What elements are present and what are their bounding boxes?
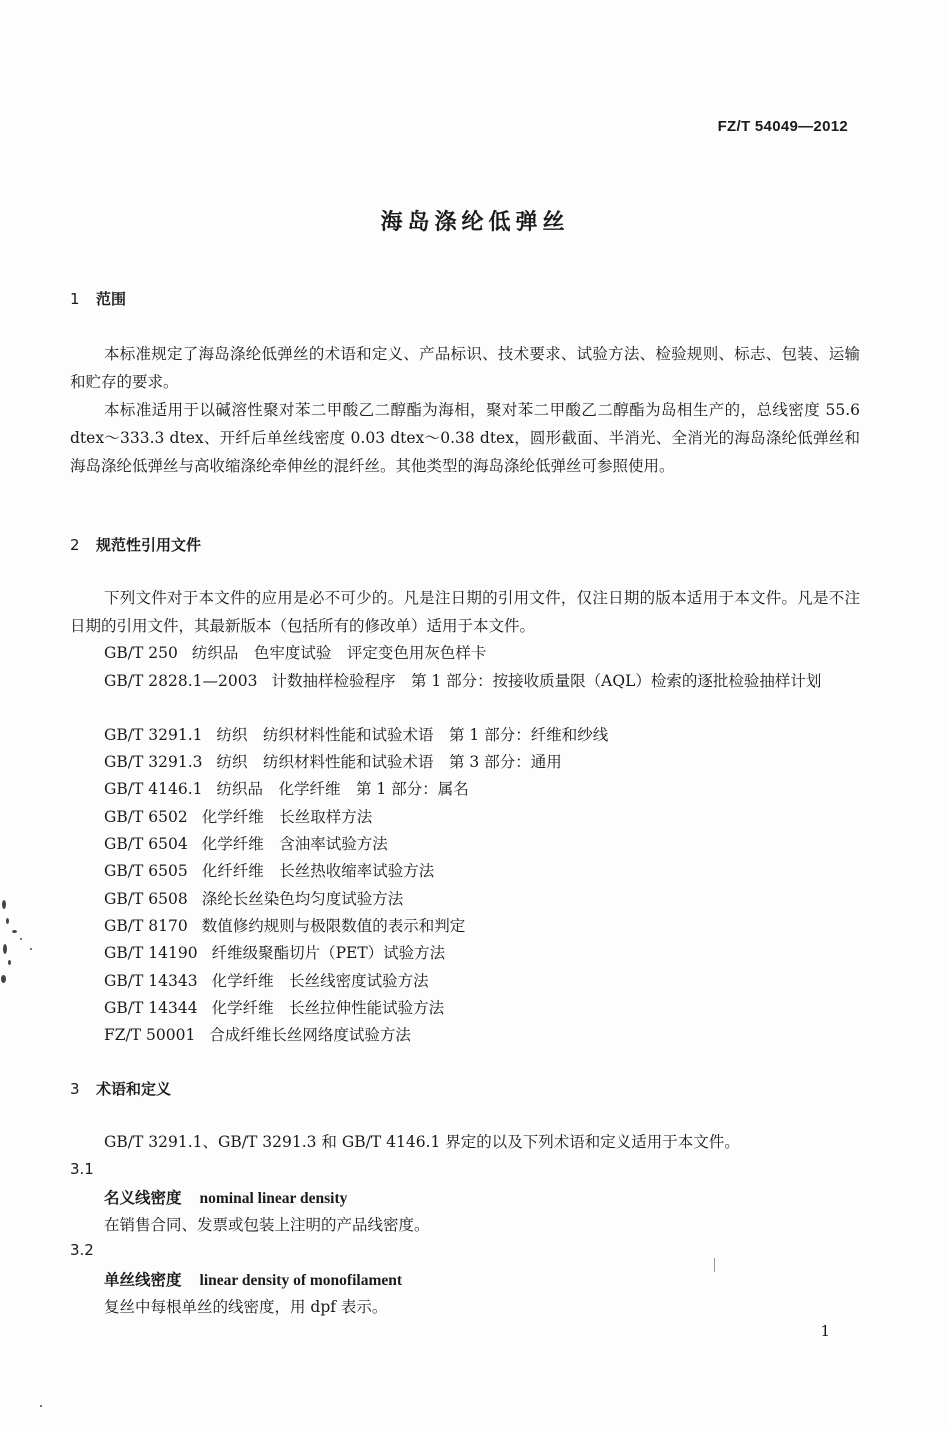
reference-title: 化学纤维 长丝线密度试验方法 <box>211 972 429 990</box>
section-number: 1 <box>70 290 80 308</box>
terms-intro: GB/T 3291.1、GB/T 3291.3 和 GB/T 4146.1 界定的以及下列术语和定义适用于本文件。 <box>104 1133 740 1151</box>
term-english: nominal linear density <box>199 1190 348 1207</box>
section-title: 规范性引用文件 <box>96 536 202 554</box>
term-chinese: 单丝线密度 <box>104 1271 182 1289</box>
reference-item <box>104 1023 411 1045</box>
reference-code: GB/T 250 <box>104 644 178 662</box>
reference-item <box>104 887 403 909</box>
reference-title: 纤维级聚酯切片（PET）试验方法 <box>211 944 446 962</box>
reference-title: 数值修约规则与极限数值的表示和判定 <box>201 917 466 935</box>
term-heading <box>104 1186 347 1208</box>
section-heading-scope <box>70 288 126 309</box>
reference-code: GB/T 6502 <box>104 808 188 826</box>
term-heading <box>104 1268 402 1290</box>
reference-code: GB/T 3291.3 <box>104 753 203 771</box>
reference-item <box>104 641 486 663</box>
reference-title: 计数抽样检验程序 第 1 部分：按接收质量限（AQL）检索的逐批检验抽样计划 <box>271 672 822 690</box>
term-definition: 复丝中每根单丝的线密度，用 dpf 表示。 <box>104 1298 388 1316</box>
reference-item <box>104 859 434 881</box>
document-title: 海岛涤纶低弹丝 <box>380 210 570 235</box>
term-number: 3.2 <box>70 1241 94 1259</box>
reference-item <box>104 969 429 991</box>
reference-item <box>104 941 445 963</box>
reference-code: GB/T 3291.1 <box>104 726 203 744</box>
section-title: 术语和定义 <box>96 1080 172 1098</box>
reference-title: 化学纤维 长丝取样方法 <box>201 808 373 826</box>
section-number: 2 <box>70 536 80 554</box>
section-heading-terms <box>70 1078 171 1099</box>
term-definition: 在销售合同、发票或包装上注明的产品线密度。 <box>104 1216 430 1234</box>
reference-code: GB/T 4146.1 <box>104 780 203 798</box>
reference-title: 合成纤维长丝网络度试验方法 <box>209 1026 411 1044</box>
section-title: 范围 <box>96 290 127 308</box>
reference-code: GB/T 6504 <box>104 835 188 853</box>
scope-paragraph-1: 本标准规定了海岛涤纶低弹丝的术语和定义、产品标识、技术要求、试验方法、检验规则、标志、包装、运输和贮存的要求。 <box>70 345 860 391</box>
reference-title: 纺织品 色牢度试验 评定变色用灰色样卡 <box>191 644 487 662</box>
term-number: 3.1 <box>70 1160 94 1178</box>
reference-title: 纺织 纺织材料性能和试验术语 第 3 部分：通用 <box>216 753 562 771</box>
reference-title: 化学纤维 长丝拉伸性能试验方法 <box>211 999 445 1017</box>
section-heading-references <box>70 534 201 555</box>
reference-item <box>104 914 465 936</box>
term-chinese: 名义线密度 <box>104 1189 182 1207</box>
reference-item <box>104 777 469 799</box>
reference-code: GB/T 8170 <box>104 917 188 935</box>
term-english: linear density of monofilament <box>199 1272 403 1289</box>
reference-title: 纺织品 化学纤维 第 1 部分：属名 <box>216 780 469 798</box>
page-number: 1 <box>820 1322 830 1340</box>
reference-title: 涤纶长丝染色均匀度试验方法 <box>201 890 404 908</box>
reference-title: 化纤纤维 长丝热收缩率试验方法 <box>201 862 435 880</box>
reference-code: GB/T 14343 <box>104 972 198 990</box>
references-intro: 下列文件对于本文件的应用是必不可少的。凡是注日期的引用文件，仅注日期的版本适用于本文件。凡是不注日期的引用文件，其最新版本（包括所有的修改单）适用于本文件。 <box>70 589 860 635</box>
section-number: 3 <box>70 1080 80 1098</box>
standard-number: FZ/T 54049—2012 <box>717 118 848 135</box>
reference-code: GB/T 2828.1—2003 <box>104 672 258 690</box>
reference-item <box>104 723 608 745</box>
reference-code: GB/T 14190 <box>104 944 198 962</box>
reference-item <box>104 832 388 854</box>
reference-title: 纺织 纺织材料性能和试验术语 第 1 部分：纤维和纱线 <box>216 726 609 744</box>
scope-paragraph-2: 本标准适用于以碱溶性聚对苯二甲酸乙二醇酯为海相，聚对苯二甲酸乙二醇酯为岛相生产的，总线密度 55.6 dtex～333.3 dtex、开纤后单丝线密度 0.03 dtex～0.38 dtex，圆形截面、半消光、全消光的海岛涤纶低弹丝和海岛涤纶低弹丝与高收缩涤纶牵伸丝的混纤丝。其他类型的海岛涤纶低弹丝可参照使用。 <box>70 401 860 475</box>
reference-item <box>104 805 372 827</box>
reference-item <box>70 667 860 695</box>
reference-title: 化学纤维 含油率试验方法 <box>201 835 388 853</box>
reference-item <box>104 750 562 772</box>
reference-code: FZ/T 50001 <box>104 1026 196 1044</box>
reference-code: GB/T 14344 <box>104 999 198 1017</box>
reference-item <box>104 996 444 1018</box>
reference-code: GB/T 6508 <box>104 890 188 908</box>
reference-code: GB/T 6505 <box>104 862 188 880</box>
